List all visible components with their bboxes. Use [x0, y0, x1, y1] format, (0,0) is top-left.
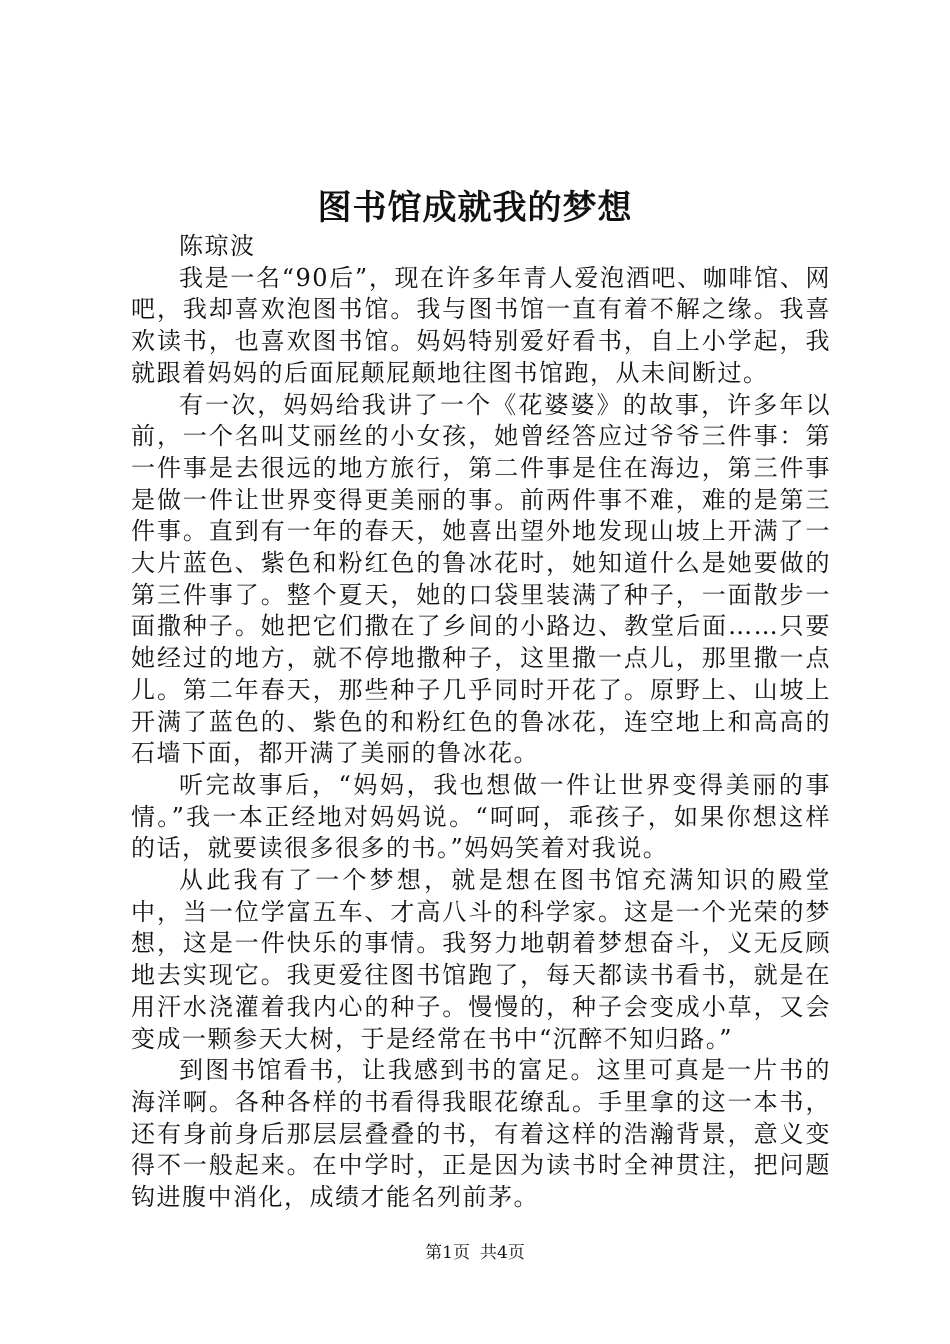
paragraph-2: 有一次，妈妈给我讲了一个《花婆婆》的故事，许多年以前，一个名叫艾丽丝的小女孩，她曾经答应过爷爷三件事：第一件事是去很远的地方旅行，第二件事是住在海边，第三件事是做一件让世界变得更美丽的事。前两件事不难，难的是第三件事。直到有一年的春天，她喜出望外地发现山坡上开满了一大片蓝色、紫色和粉红色的鲁冰花时，她知道什么是她要做的第三件事了。整个夏天，她的口袋里装满了种子，一面散步一面撒种子。她把它们撒在了乡间的小路边、教堂后面……只要她经过的地方，就不停地撒种子，这里撒一点儿，那里撒一点儿。第二年春天，那些种子几乎同时开花了。原野上、山坡上开满了蓝色的、紫色的和粉红色的鲁冰花，连空地上和高高的石墙下面，都开满了美丽的鲁冰花。	[131, 390, 831, 768]
paragraph-5: 到图书馆看书，让我感到书的富足。这里可真是一片书的海洋啊。各种各样的书看得我眼花缭乱。手里拿的这一本书，还有身前身后那层层叠叠的书，有着这样的浩瀚背景，意义变得不一般起来。在中学时，正是因为读书时全神贯注，把问题钩进腹中消化，成绩才能名列前茅。	[131, 1056, 831, 1212]
document-body	[131, 231, 831, 1214]
paragraph-4: 从此我有了一个梦想，就是想在图书馆充满知识的殿堂中，当一位学富五车、才高八斗的科学家。这是一个光荣的梦想，这是一件快乐的事情。我努力地朝着梦想奋斗，义无反顾地去实现它。我更爱往图书馆跑了，每天都读书看书，就是在用汗水浇灌着我内心的种子。慢慢的，种子会变成小草，又会变成一颗参天大树，于是经常在书中“沉醉不知归路。”	[131, 866, 831, 1053]
author-name: 陈琼波	[179, 232, 256, 260]
document-title: 图书馆成就我的梦想	[317, 188, 633, 228]
page-footer	[0, 1241, 950, 1265]
paragraph-1: 我是一名“90后”，现在许多年青人爱泡酒吧、咖啡馆、网吧，我却喜欢泡图书馆。我与图书馆一直有着不解之缘。我喜欢读书，也喜欢图书馆。妈妈特别爱好看书，自上小学起，我就跟着妈妈的后面屁颠屁颠地往图书馆跑，从未间断过。	[131, 263, 831, 387]
page-number: 第1页	[425, 1243, 470, 1263]
page-total: 共4页	[480, 1243, 525, 1263]
paragraph-3: 听完故事后，“妈妈，我也想做一件让世界变得美丽的事情。”我一本正经地对妈妈说。“呵呵，乖孩子，如果你想这样的话，就要读很多很多的书。”妈妈笑着对我说。	[131, 770, 831, 863]
